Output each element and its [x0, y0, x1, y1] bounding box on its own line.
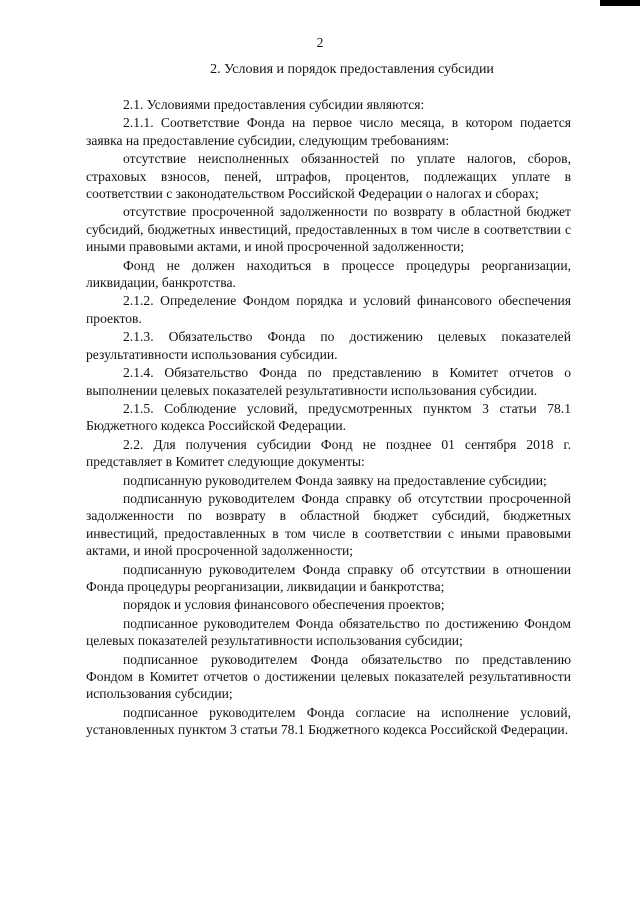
- paragraph: 2.1.3. Обязательство Фонда по достижению целевых показателей результативности использования субсидии.: [86, 329, 571, 362]
- paragraph: 2.1.5. Соблюдение условий, предусмотренных пунктом 3 статьи 78.1 Бюджетного кодекса Российской Федерации.: [86, 400, 571, 434]
- paragraph: подписанное руководителем Фонда согласие на исполнение условий, установленных пунктом 3 статьи 78.1 Бюджетного кодекса Российской Федерации.: [86, 704, 571, 738]
- paragraph: подписанную руководителем Фонда справку об отсутствии просроченной задолженности по возврату в областной бюджет субсидий, бюджетных инвестиций, предоставленных в том числе в соответствии с иными правовыми актами, и иной просроченной задолженности;: [86, 490, 571, 559]
- section-title: 2. Условия и порядок предоставления субсидии: [210, 62, 494, 77]
- paragraph: 2.1.4. Обязательство Фонда по представлению в Комитет отчетов о выполнении целевых показателей результативности использования субсидии.: [86, 365, 571, 398]
- paragraph: отсутствие просроченной задолженности по возврату в областной бюджет субсидий, бюджетных инвестиций, предоставленных в том числе в соответствии с иными правовыми актами, и иной просроченной задолженности;: [86, 204, 571, 255]
- paragraph: 2.2. Для получения субсидии Фонд не позднее 01 сентября 2018 г. представляет в Комитет следующие документы:: [86, 436, 571, 470]
- page-number: 2: [316, 35, 324, 50]
- paragraph: подписанную руководителем Фонда заявку на предоставление субсидии;: [123, 472, 547, 488]
- paragraph: подписанное руководителем Фонда обязательство по представлению Фондом в Комитет отчетов о достижении целевых показателей результативности использования субсидии;: [86, 651, 571, 702]
- paragraph: подписанную руководителем Фонда справку об отсутствии в отношении Фонда процедуры реорганизации, ликвидации и банкротства;: [86, 561, 571, 594]
- document-body: [86, 96, 571, 739]
- paragraph: подписанное руководителем Фонда обязательство по достижению Фондом целевых показателей результативности использования субсидии;: [86, 615, 571, 649]
- paragraph: 2.1.2. Определение Фондом порядка и условий финансового обеспечения проектов.: [86, 293, 571, 326]
- paragraph: отсутствие неисполненных обязанностей по уплате налогов, сборов, страховых взносов, пеней, штрафов, процентов, подлежащих уплате в соответствии с законодательством Российской Федерации о налогах и сборах;: [86, 151, 571, 202]
- paragraph: Фонд не должен находиться в процессе процедуры реорганизации, ликвидации, банкротства.: [86, 257, 571, 291]
- paragraph: 2.1. Условиями предоставления субсидии являются:: [123, 97, 425, 112]
- scan-corner-mark: [600, 0, 640, 6]
- paragraph: 2.1.1. Соответствие Фонда на первое число месяца, в котором подается заявка на предоставление субсидии, следующим требованиям:: [86, 115, 571, 148]
- paragraph: порядок и условия финансового обеспечения проектов;: [123, 597, 445, 613]
